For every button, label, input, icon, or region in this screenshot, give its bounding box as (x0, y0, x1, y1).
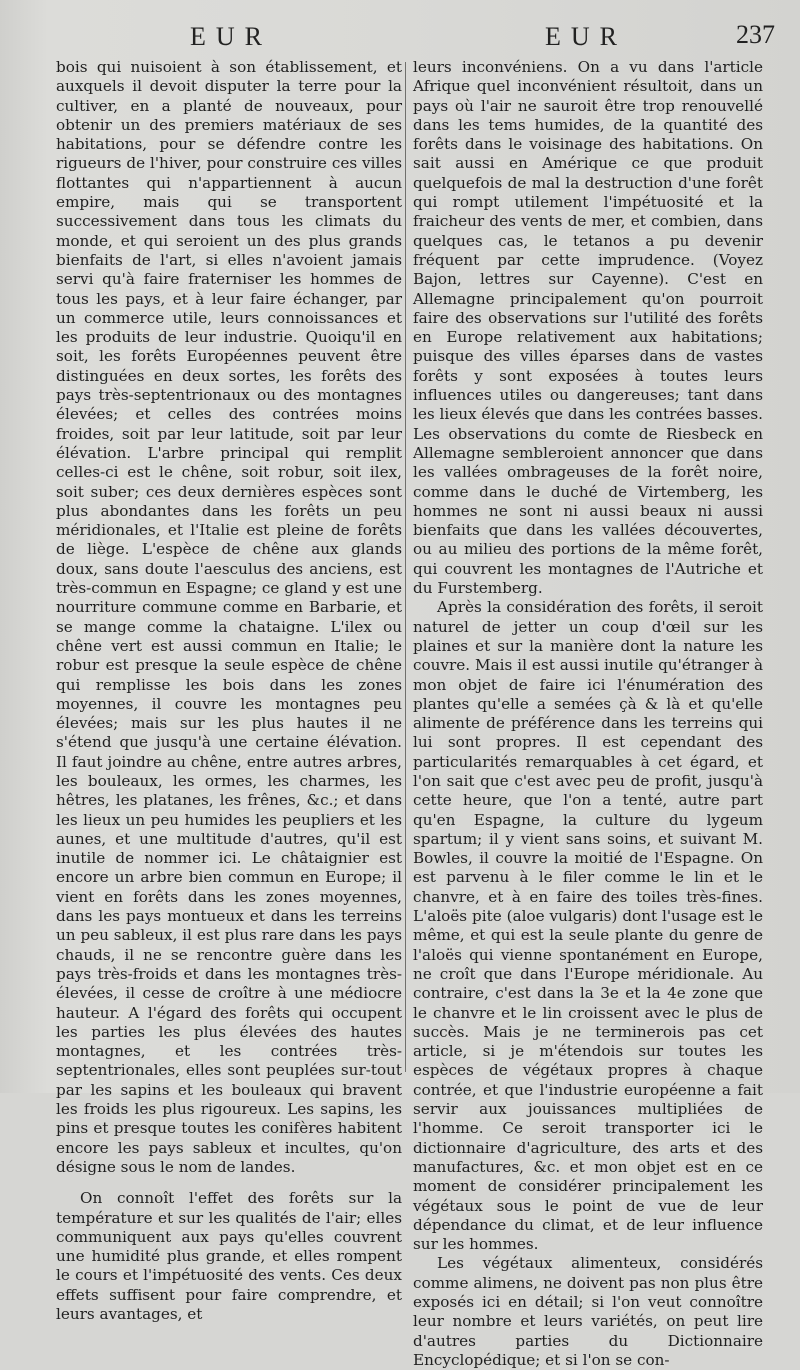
left-paragraph-2: On connoît l'effet des forêts sur la température et sur les qualités de l'air; elles communiquent aux pays qu'elles couvrent une humidité plus grande, et elles rompent le cours et l'impétuosité des vents. Ces deux effets suffisent pour faire comprendre, et leurs avantages, et (56, 1189, 402, 1323)
column-divider (405, 62, 406, 1072)
page-number: 237 (736, 20, 775, 49)
left-column (56, 58, 402, 1324)
right-column (413, 58, 763, 1370)
right-paragraph-1: leurs inconvéniens. On a vu dans l'article Afrique quel inconvénient résultoit, dans un pays où l'air ne sauroit être trop renouvellé dans les tems humides, de la quantité des forêts dans le voisinage des habitations. On sait aussi en Amérique ce que produit quelquefois de mal la destruction d'une forêt qui rompt utilement l'impétuosité et la fraicheur des vents de mer, et combien, dans quelques cas, le tetanos a pu devenir fréquent par cette imprudence. (Voyez Bajon, lettres sur Cayenne). C'est en Allemagne principalement qu'on pourroit faire des observations sur l'utilité des forêts en Europe relativement aux habitations; puisque des villes éparses dans de vastes forêts y sont exposées à toutes leurs influences utiles ou dangereuses; tant dans les lieux élevés que dans les contrées basses. Les observations du comte de Riesbeck en Allemagne sembleroient annoncer que dans les vallées ombrageuses de la forêt noire, comme dans le duché de Virtemberg, les hommes ne sont ni aussi beaux ni aussi bienfaits que dans les vallées découvertes, ou au milieu des portions de la même forêt, qui couvrent les montagnes de l'Autriche et du Furstemberg. (413, 58, 763, 598)
running-head-right: EUR (545, 22, 627, 51)
left-paragraph-1: bois qui nuisoient à son établissement, et auxquels il devoit disputer la terre pour la cultiver, en a planté de nouveaux, pour obtenir un des premiers matériaux de ses habitations, pour se défendre contre les rigueurs de l'hiver, pour construire ces villes flottantes qui n'appartiennent à aucun empire, mais qui se transportent successivement dans tous les climats du monde, et qui seroient un des plus grands bienfaits de l'art, si elles n'avoient jamais servi qu'à faire fraterniser les hommes de tous les pays, et à leur faire échanger, par un commerce utile, leurs connoissances et les produits de leur industrie. Quoiqu'il en soit, les forêts Européennes peuvent être distinguées en deux sortes, les forêts des pays très-septentrionaux ou des montagnes élevées; et celles des contrées moins froides, soit par leur latitude, soit par leur élévation. L'arbre principal qui remplit celles-ci est le chêne, soit robur, soit ilex, soit suber; ces deux dernières espèces sont plus abondantes dans les forêts un peu méridionales, et l'Italie est pleine de forêts de liège. L'espèce de chêne aux glands doux, sans doute l'aesculus des anciens, est très-commun en Espagne; ce gland y est une nourriture commune comme en Barbarie, et se mange comme la chataigne. L'ilex ou chêne vert est aussi commun en Italie; le robur est presque la seule espèce de chêne qui remplisse les bois dans les zones moyennes, il couvre les montagnes peu élevées; mais sur les plus hautes il ne s'étend que jusqu'à une certaine élévation. Il faut joindre au chêne, entre autres arbres, les bouleaux, les ormes, les charmes, les hêtres, les platanes, les frênes, &c.; et dans les lieux un peu humides les peupliers et les aunes, et une multitude d'autres, qu'il est inutile de nommer ici. Le châtaignier est encore un arbre bien commun en Europe; il vient en forêts dans les zones moyennes, dans les pays montueux et dans les terreins un peu sableux, il est plus rare dans les pays chauds, il ne se rencontre guère dans les pays très-froids et dans les montagnes très-élevées, il cesse de croître à une médiocre hauteur. A l'égard des forêts qui occupent les parties les plus élevées des hautes montagnes, et les contrées très-septentrionales, elles sont peuplées sur-tout par les sapins et les bouleaux qui bravent les froids les plus rigoureux. Les sapins, les pins et presque toutes les conifères habitent encore les pays sableux et incultes, qu'on désigne sous le nom de landes. (56, 58, 402, 1176)
right-paragraph-2: Après la considération des forêts, il seroit naturel de jetter un coup d'œil sur les plaines et sur la manière dont la nature les couvre. Mais il est aussi inutile qu'étranger à mon objet de faire ici l'énumération des plantes qu'elle a semées çà & là et qu'elle alimente de préférence dans les terreins qui lui sont propres. Il est cependant des particularités remarquables à cet égard, et l'on sait que c'est avec peu de profit, jusqu'à cette heure, que l'on a tenté, autre part qu'en Espagne, la culture du lygeum spartum; il y vient sans soins, et suivant M. Bowles, il couvre la moitié de l'Espagne. On est parvenu à le filer comme le lin et le chanvre, et à en faire des toiles très-fines. L'aloës pite (aloe vulgaris) dont l'usage est le même, et qui est la seule plante du genre de l'aloës qui vienne spontanément en Europe, ne croît que dans l'Europe méridionale. Au contraire, c'est dans la 3e et la 4e zone que le chanvre et le lin croissent avec le plus de succès. Mais je ne terminerois pas cet article, si je m'étendois sur toutes les espèces de végétaux propres à chaque contrée, et que l'industrie européenne a fait servir aux jouissances multipliées de l'homme. Ce seroit transporter ici le dictionnaire d'agriculture, des arts et des manufactures, &c. et mon objet est en ce moment de considérer principalement les végétaux sous le point de vue de leur dépendance du climat, et de leur influence sur les hommes. (413, 598, 763, 1254)
running-head-left: EUR (190, 22, 272, 51)
right-paragraph-3: Les végétaux alimenteux, considérés comme alimens, ne doivent pas non plus être exposés ici en détail; si l'on veut connoître leur nombre et leurs variétés, on peut lire d'autres parties du Dictionnaire Encyclopédique; et si l'on se con- (413, 1254, 763, 1369)
